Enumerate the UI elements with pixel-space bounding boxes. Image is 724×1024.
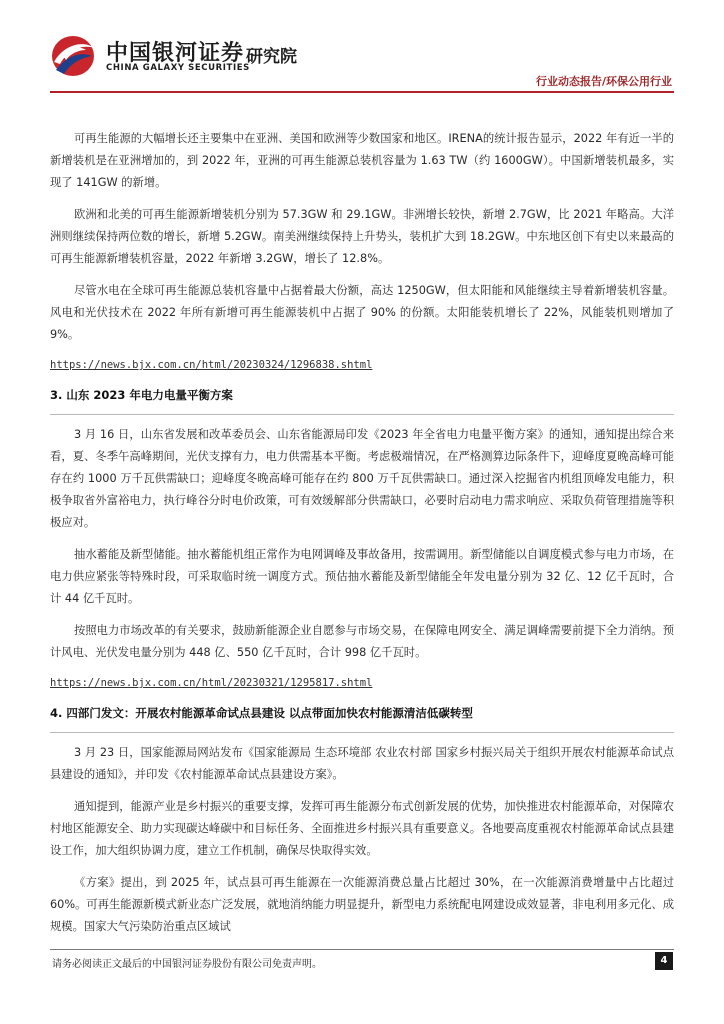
- paragraph: 欧洲和北美的可再生能源新增装机分别为 57.3GW 和 29.1GW。非洲增长较快，新增 2.7GW，比 2021 年略高。大洋洲则继续保持两位数的增长，新增 5.2GW。南美洲继续保持上升势头，装机扩大到 18.2GW。中东地区创下有史以来最高的可再生能源新增装机容量，2022 年新增 3.2GW，增长了 12.8%。: [50, 208, 674, 265]
- paragraph: 可再生能源的大幅增长还主要集中在亚洲、美国和欧洲等少数国家和地区。IRENA的统计报告显示，2022 年有近一半的新增装机是在亚洲增加的，到 2022 年，亚洲的可再生能源总装机容量为 1.63 TW（约 1600GW）。中国新增装机最多，实现了 141GW 的新增。: [50, 132, 674, 189]
- page-number: 4: [655, 952, 673, 970]
- logo-chinese-name: 中国银河证券: [106, 41, 245, 66]
- paragraph: 3 月 16 日，山东省发展和改革委员会、山东省能源局印发《2023 年全省电力电量平衡方案》的通知，通知提出综合来看，夏、冬季午高峰期间，光伏支撑有力，电力供需基本平衡。考虑极端情况，在严格测算边际条件下，迎峰度夏晚高峰可能存在约 1000 万千瓦供需缺口；迎峰度冬晚高峰可能存在约 800 万千瓦供需缺口。通过深入挖掘省内机组顶峰发电能力，积极争取省外富裕电力，执行峰谷分时电价政策，可有效缓解部分供需缺口，必要时启动电力需求响应、采取负荷管理措施等积极应对。: [50, 428, 674, 529]
- source-link[interactable]: https://news.bjx.com.cn/html/20230324/1296838.shtml: [50, 359, 373, 371]
- page-header: [0, 0, 724, 96]
- section-divider: [50, 732, 674, 733]
- paragraph: 3 月 23 日，国家能源局网站发布《国家能源局 生态环境部 农业农村部 国家乡村振兴局关于组织开展农村能源革命试点县建设的通知》，并印发《农村能源革命试点县建设方案》。: [50, 746, 674, 781]
- logo-institute: 研究院: [246, 47, 297, 67]
- paragraph: 《方案》提出，到 2025 年，试点县可再生能源在一次能源消费总量占比超过 30%，在一次能源消费增量中占比超过 60%。可再生能源新模式新业态广泛发展，就地消纳能力明显提升，新型电力系统配电网建设成效显著，非电利用多元化、成规模。国家大气污染防治重点区域试: [50, 876, 674, 933]
- paragraph: 尽管水电在全球可再生能源总装机容量中占据着最大份额，高达 1250GW，但太阳能和风能继续主导着新增装机容量。风电和光伏技术在 2022 年所有新增可再生能源装机中占据了 90% 的份额。太阳能装机增长了 22%，风能装机则增加了 9%。: [50, 284, 674, 341]
- report-body: [50, 128, 674, 948]
- section-divider: [50, 414, 674, 415]
- paragraph: 通知提到，能源产业是乡村振兴的重要支撑，发挥可再生能源分布式创新发展的优势，加快推进农村能源革命，对保障农村地区能源安全、助力实现碳达峰碳中和目标任务、全面推进乡村振兴具有重要意义。各地要高度重视农村能源革命试点县建设工作，加大组织协调力度，建立工作机制，确保尽快取得实效。: [50, 800, 674, 857]
- report-type: 行业动态报告/环保公用行业: [535, 75, 672, 88]
- footer-disclaimer: 请务必阅读正文最后的中国银河证券股份有限公司免责声明。: [52, 959, 322, 970]
- header-divider: [50, 91, 674, 93]
- paragraph: 抽水蓄能及新型储能。抽水蓄能机组正常作为电网调峰及事故备用，按需调用。新型储能以自调度模式参与电力市场，在电力供应紧张等特殊时段，可采取临时统一调度方式。预估抽水蓄能及新型储能全年发电量分别为 32 亿、12 亿千瓦时，合计 44 亿千瓦时。: [50, 548, 674, 605]
- section-title: 4. 四部门发文：开展农村能源革命试点县建设 以点带面加快农村能源清洁低碳转型: [50, 706, 473, 720]
- section-title: 3. 山东 2023 年电力电量平衡方案: [50, 388, 233, 402]
- footer-divider: [50, 949, 674, 950]
- galaxy-logo-icon: [50, 34, 96, 78]
- logo-english-name: CHINA GALAXY SECURITIES: [106, 63, 250, 73]
- paragraph: 按照电力市场改革的有关要求，鼓励新能源企业自愿参与市场交易，在保障电网安全、满足调峰需要前提下全力消纳。预计风电、光伏发电量分别为 448 亿、550 亿千瓦时，合计 998 亿千瓦时。: [50, 624, 674, 659]
- source-link[interactable]: https://news.bjx.com.cn/html/20230321/1295817.shtml: [50, 677, 373, 689]
